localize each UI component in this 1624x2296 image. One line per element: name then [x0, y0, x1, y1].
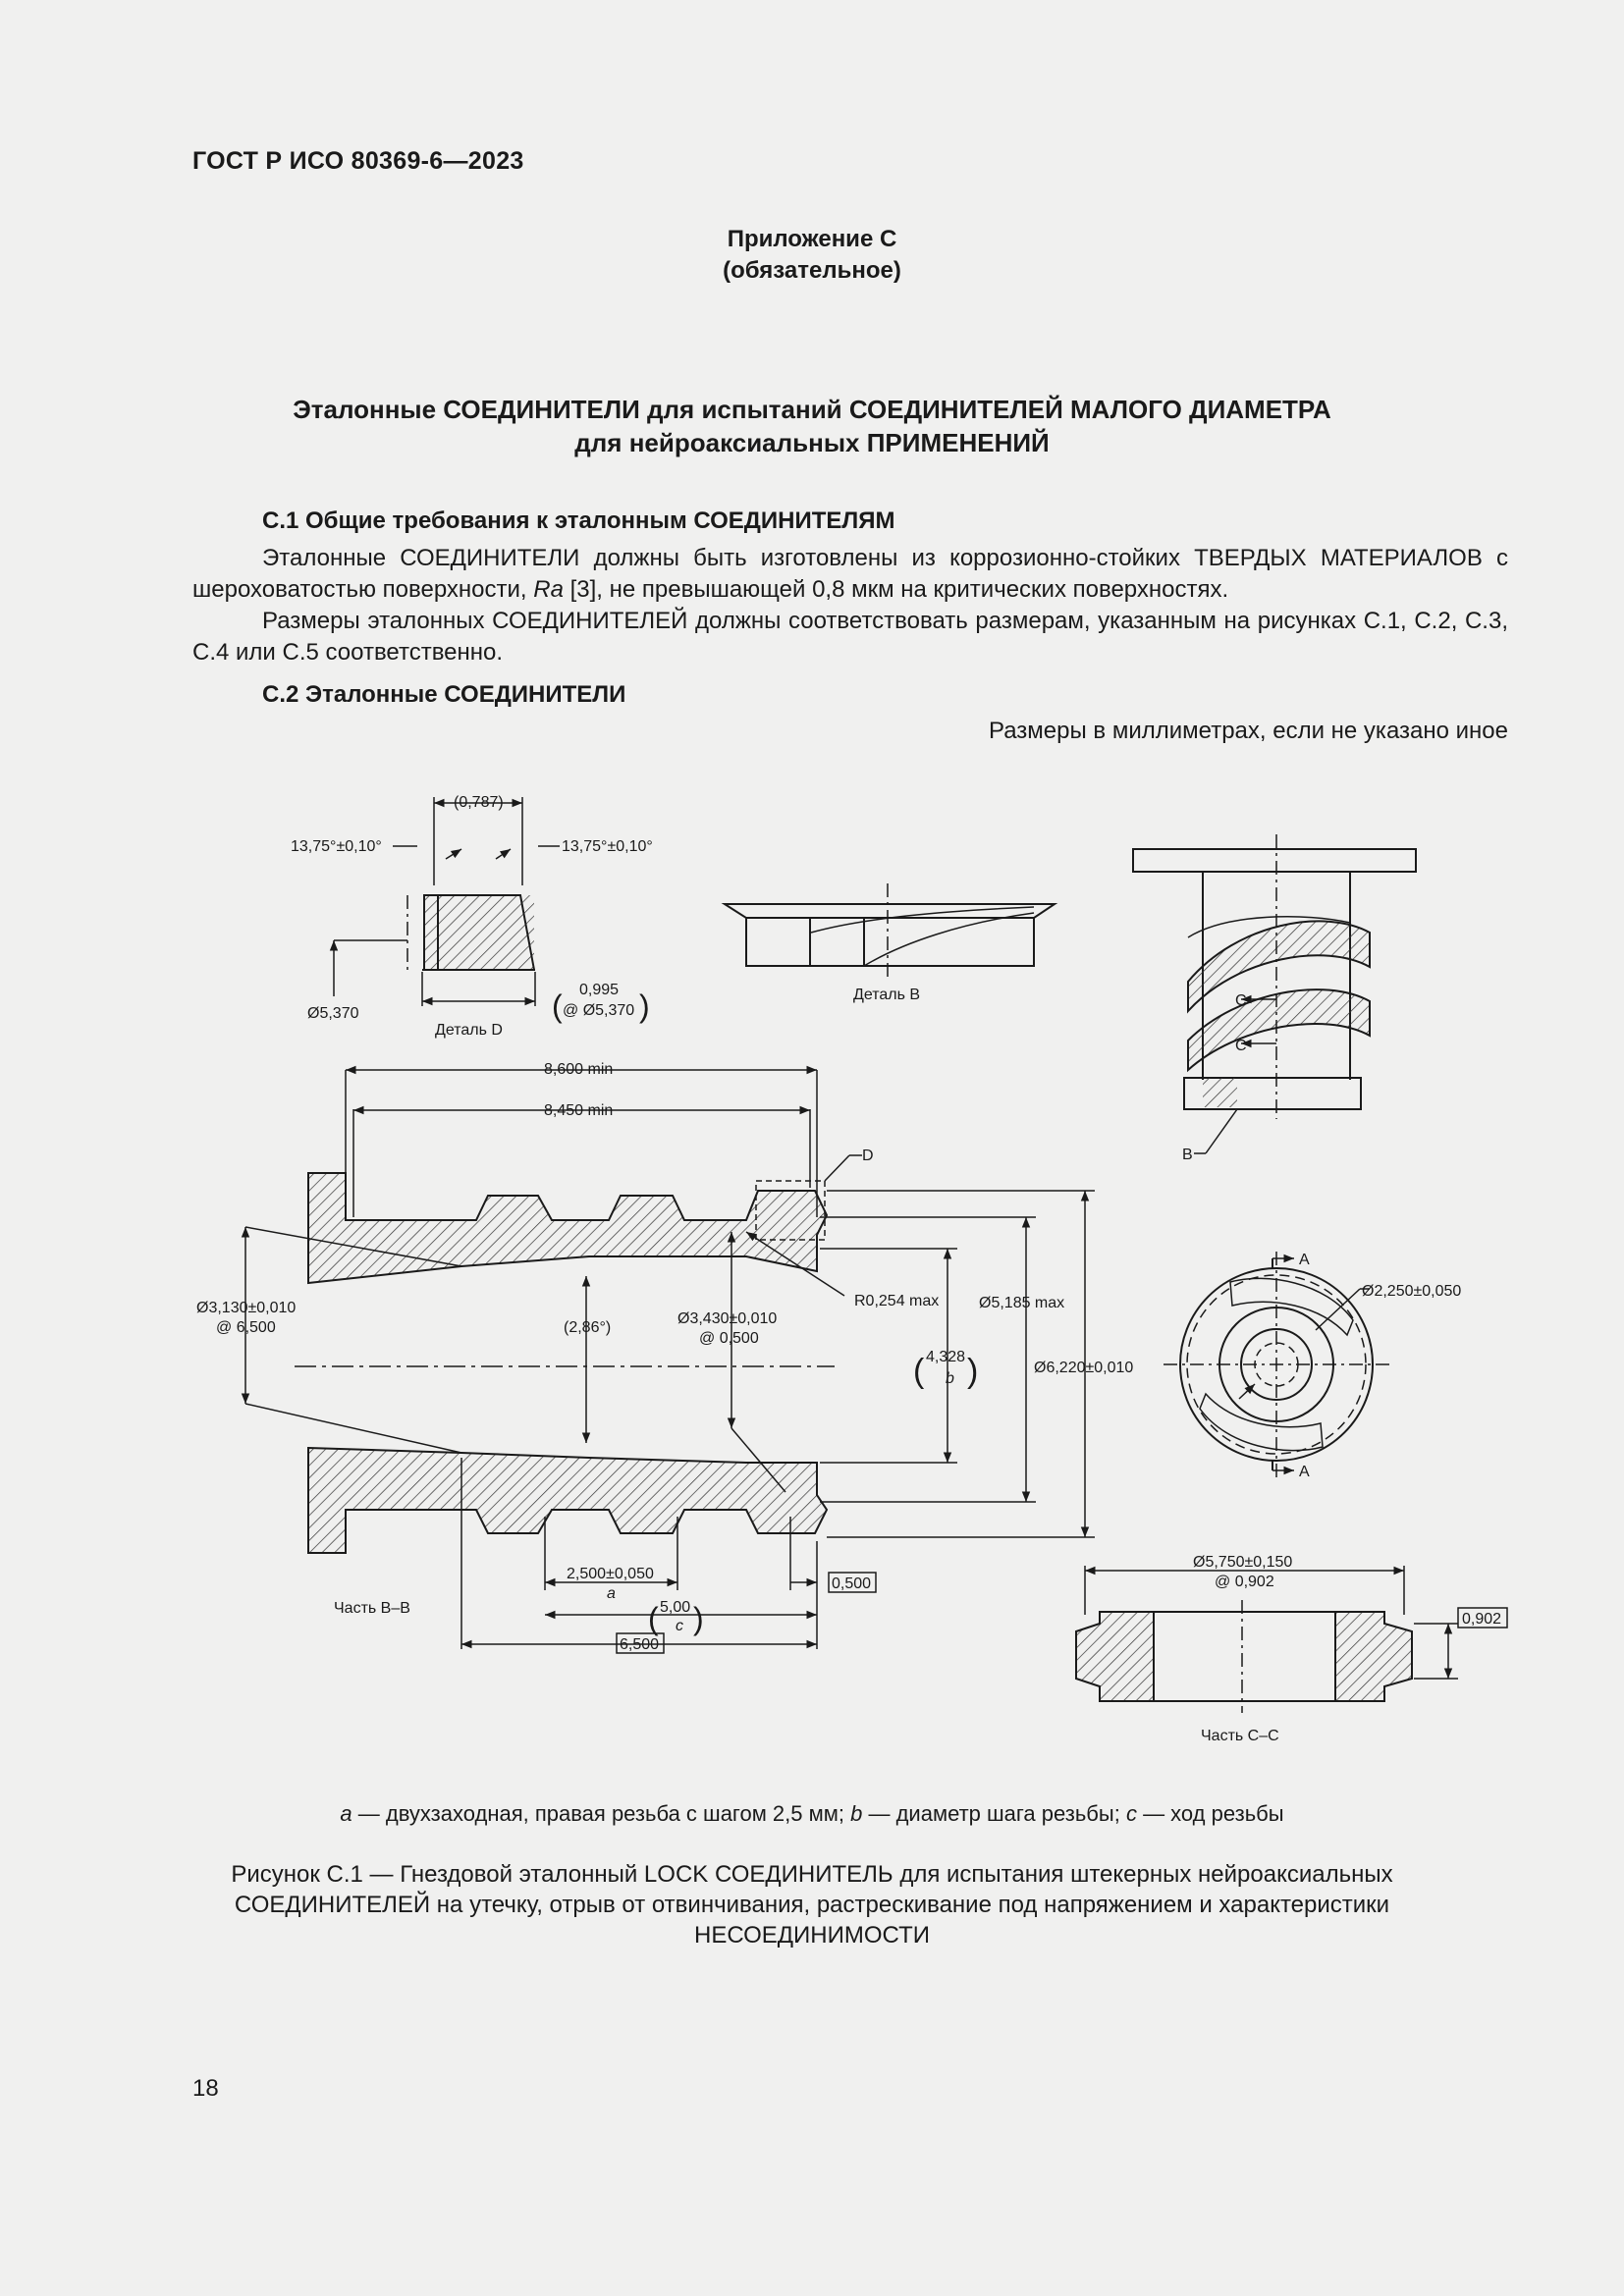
box-6500: 6,500	[620, 1636, 660, 1653]
appendix-title: Приложение С	[727, 226, 897, 252]
page-number: 18	[192, 2075, 219, 2102]
dim-detail-d-tol1: 0,995	[579, 982, 620, 998]
section-heading-c1: С.1 Общие требования к эталонным СОЕДИНИТЕЛЯМ	[262, 507, 895, 534]
end-view	[1164, 1252, 1389, 1477]
paren-open: (	[648, 1601, 659, 1636]
section-bb-label: Часть В–В	[334, 1600, 410, 1617]
dim-5185: Ø5,185 max	[979, 1295, 1065, 1311]
paren-open: (	[552, 988, 563, 1024]
document-header: ГОСТ Р ИСО 80369-6—2023	[192, 147, 524, 175]
dim-detail-d-angle-right: 13,75°±0,10°	[562, 838, 653, 855]
dim-500-a: 5,00	[660, 1599, 691, 1616]
box-0902: 0,902	[1462, 1611, 1502, 1628]
dim-8450: 8,450 min	[544, 1102, 614, 1119]
figure-caption-line3: НЕСОЕДИНИМОСТИ	[693, 1922, 930, 1949]
dim-5750-a: Ø5,750±0,150	[1193, 1554, 1293, 1571]
dim-2500: 2,500±0,050	[567, 1566, 654, 1582]
paren-close: )	[639, 988, 650, 1024]
dim-6220: Ø6,220±0,010	[1034, 1360, 1134, 1376]
detail-b	[725, 883, 1055, 977]
dim-detail-d-width: (0,787)	[454, 794, 504, 811]
dim-3130-b: @ 6,500	[216, 1319, 276, 1336]
dim-3430-b: @ 0,500	[699, 1330, 759, 1347]
dim-angle: (2,86°)	[564, 1319, 612, 1336]
dim-5750-b: @ 0,902	[1215, 1574, 1274, 1590]
detail-d	[334, 797, 560, 1006]
section-heading-c2: С.2 Эталонные СОЕДИНИТЕЛИ	[262, 681, 626, 708]
detail-d-label: Деталь D	[435, 1022, 503, 1039]
side-view-b: B	[1182, 1147, 1193, 1163]
figure-caption-line2: СОЕДИНИТЕЛЕЙ на утечку, отрыв от отвинчивания, растрескивание под напряжением и характеристики	[234, 1892, 1390, 1918]
box-0500: 0,500	[832, 1575, 872, 1592]
paragraph-dimensions: Размеры эталонных СОЕДИНИТЕЛЕЙ должны соответствовать размерам, указанным на рисунках С.1, С.2, С.3, С.4 или С.5 соответственно.	[192, 608, 1508, 666]
appendix-heading-line2: для нейроаксиальных ПРИМЕНЕНИЙ	[574, 428, 1050, 457]
end-view-a2: A	[1299, 1464, 1310, 1480]
dimensions-note: Размеры в миллиметрах, если не указано иное	[989, 718, 1508, 744]
side-view-c1: C	[1235, 992, 1247, 1009]
paren-close: )	[693, 1601, 704, 1636]
side-view-c2: C	[1235, 1038, 1247, 1054]
detail-b-label: Деталь В	[853, 987, 921, 1003]
dim-3130-a: Ø3,130±0,010	[196, 1300, 297, 1316]
dim-500-b: c	[676, 1618, 683, 1634]
figure-legend: a — двухзаходная, правая резьба с шагом 2,5 мм; b — диаметр шага резьбы; c — ход резьбы	[340, 1801, 1284, 1826]
dim-r0254: R0,254 max	[854, 1293, 940, 1309]
dim-detail-d-diam: Ø5,370	[307, 1005, 359, 1022]
end-view-a1: A	[1299, 1252, 1310, 1268]
dim-2250: Ø2,250±0,050	[1362, 1283, 1462, 1300]
leader-d: D	[862, 1148, 874, 1164]
side-view	[1133, 834, 1416, 1153]
dim-detail-d-angle-left: 13,75°±0,10°	[291, 838, 382, 855]
paren-close: )	[967, 1353, 979, 1390]
appendix-heading-line1: Эталонные СОЕДИНИТЕЛИ для испытаний СОЕДИНИТЕЛЕЙ МАЛОГО ДИАМЕТРА	[293, 395, 1331, 424]
paragraph-materials: Эталонные СОЕДИНИТЕЛИ должны быть изготовлены из коррозионно-стойких ТВЕРДЫХ МАТЕРИАЛОВ с шероховатостью поверхности, Ra [3], не превышающей 0,8 мкм на критических поверхностях.	[192, 545, 1508, 603]
dim-3430-a: Ø3,430±0,010	[677, 1310, 778, 1327]
figure-caption-line1: Рисунок С.1 — Гнездовой эталонный LOCK СОЕДИНИТЕЛЬ для испытания штекерных нейроаксиальных	[231, 1861, 1393, 1888]
dim-8600: 8,600 min	[544, 1061, 614, 1078]
section-cc-label: Часть С–С	[1201, 1728, 1279, 1744]
dim-4328-b: b	[946, 1370, 954, 1387]
paren-open: (	[913, 1353, 925, 1390]
appendix-status: (обязательное)	[723, 257, 901, 284]
section-cc	[1076, 1566, 1507, 1713]
dim-4328-a: 4,328	[926, 1349, 966, 1365]
dim-detail-d-tol2: @ Ø5,370	[563, 1002, 635, 1019]
dim-2500-note: a	[607, 1585, 616, 1602]
